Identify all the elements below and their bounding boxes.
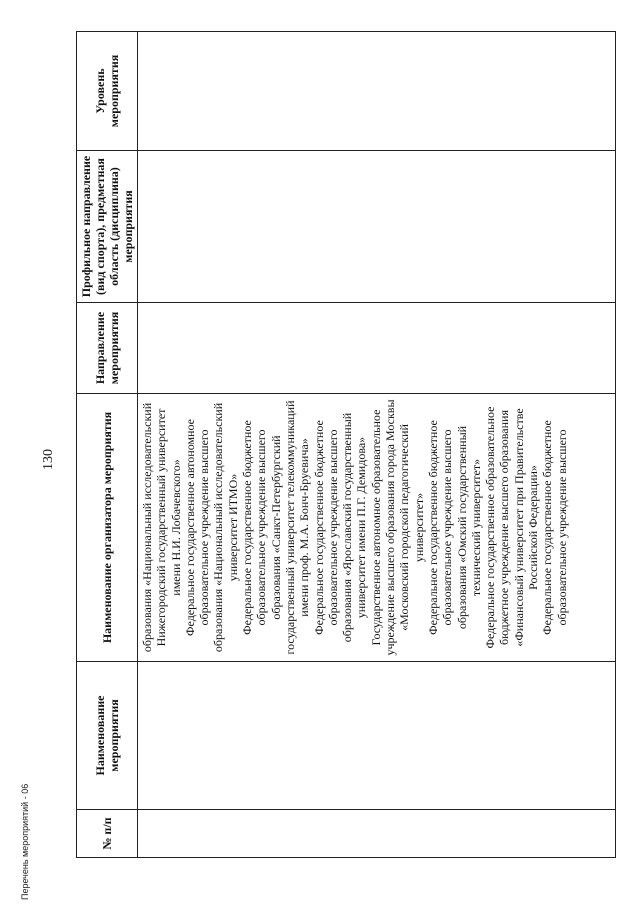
header-organizer: Наименование организатора мероприятия <box>77 394 138 662</box>
header-profile: Профильное направление (вид спорта), предметная область (дисциплина) мероприятия <box>77 151 138 303</box>
footer-note: Перечень мероприятий - 06 <box>20 783 30 900</box>
cell-profile <box>138 151 616 303</box>
organizer-line: бюджетное учреждение высшего образования <box>497 410 512 645</box>
organizer-line: учреждение высшего образования города Москвы <box>383 399 398 656</box>
organizer-line: университет имени П.Г. Демидова» <box>354 436 369 619</box>
organizer-line: технический университет» <box>468 458 483 597</box>
header-level: Уровень мероприятия <box>77 32 138 151</box>
organizer-line: Государственное автономное образовательное <box>368 409 383 646</box>
organizer-line: Федеральное государственное бюджетное <box>311 420 326 635</box>
organizer-line: Федеральное государственное автономное <box>182 419 197 636</box>
organizer-line: образовательное учреждение высшего <box>325 429 340 626</box>
organizer-line: Нижегородский государственный университет <box>154 408 169 647</box>
organizer-line: образовательное учреждение высшего <box>254 429 269 626</box>
cell-level <box>138 32 616 151</box>
page-number: 130 <box>41 449 56 470</box>
cell-num <box>138 810 616 858</box>
organizer-line: Федеральное государственное бюджетное <box>425 420 440 635</box>
organizer-line: имени проф. М.А. Бонч-Бруевича» <box>297 438 312 617</box>
header-num: № п/п <box>77 810 138 858</box>
header-direction: Направление мероприятия <box>77 303 138 394</box>
organizer-line: образовательное учреждение высшего <box>197 429 212 626</box>
events-table <box>76 31 616 858</box>
organizer-line: университет ИТМО» <box>225 473 240 582</box>
organizer-line: Российской Федерации» <box>526 465 541 590</box>
organizer-line: образования «Ярославский государственный <box>340 412 355 643</box>
organizer-line: Федеральное государственное бюджетное <box>540 420 555 635</box>
table-row <box>138 32 616 858</box>
organizer-line: образования «Санкт-Петербургский <box>268 435 283 620</box>
organizer-line: имени Н.И. Лобачевского» <box>168 459 183 596</box>
organizer-line: образовательное учреждение высшего <box>554 429 569 626</box>
organizer-line: Федеральное государственное образовательное <box>483 406 498 649</box>
organizer-line: образования «Национальный исследовательский <box>140 402 154 653</box>
organizer-line: университет» <box>411 492 426 563</box>
organizer-line: Федеральное государственное бюджетное <box>240 420 255 635</box>
cell-direction <box>138 303 616 394</box>
cell-event-name <box>138 662 616 810</box>
organizer-line: «Финансовый университет при Правительстве <box>511 408 526 647</box>
header-event-name: Наименование мероприятия <box>77 662 138 810</box>
organizer-line: образовательное учреждение высшего <box>440 429 455 626</box>
organizer-line: государственный университет телекоммуникаций <box>282 400 297 655</box>
organizer-line: «Московский городской педагогический <box>397 424 412 631</box>
organizer-line: образования «Национальный исследовательский <box>211 402 226 653</box>
cell-organizer <box>138 394 616 662</box>
organizer-line: образования «Омский государственный <box>454 425 469 630</box>
table-header-row <box>77 32 138 858</box>
